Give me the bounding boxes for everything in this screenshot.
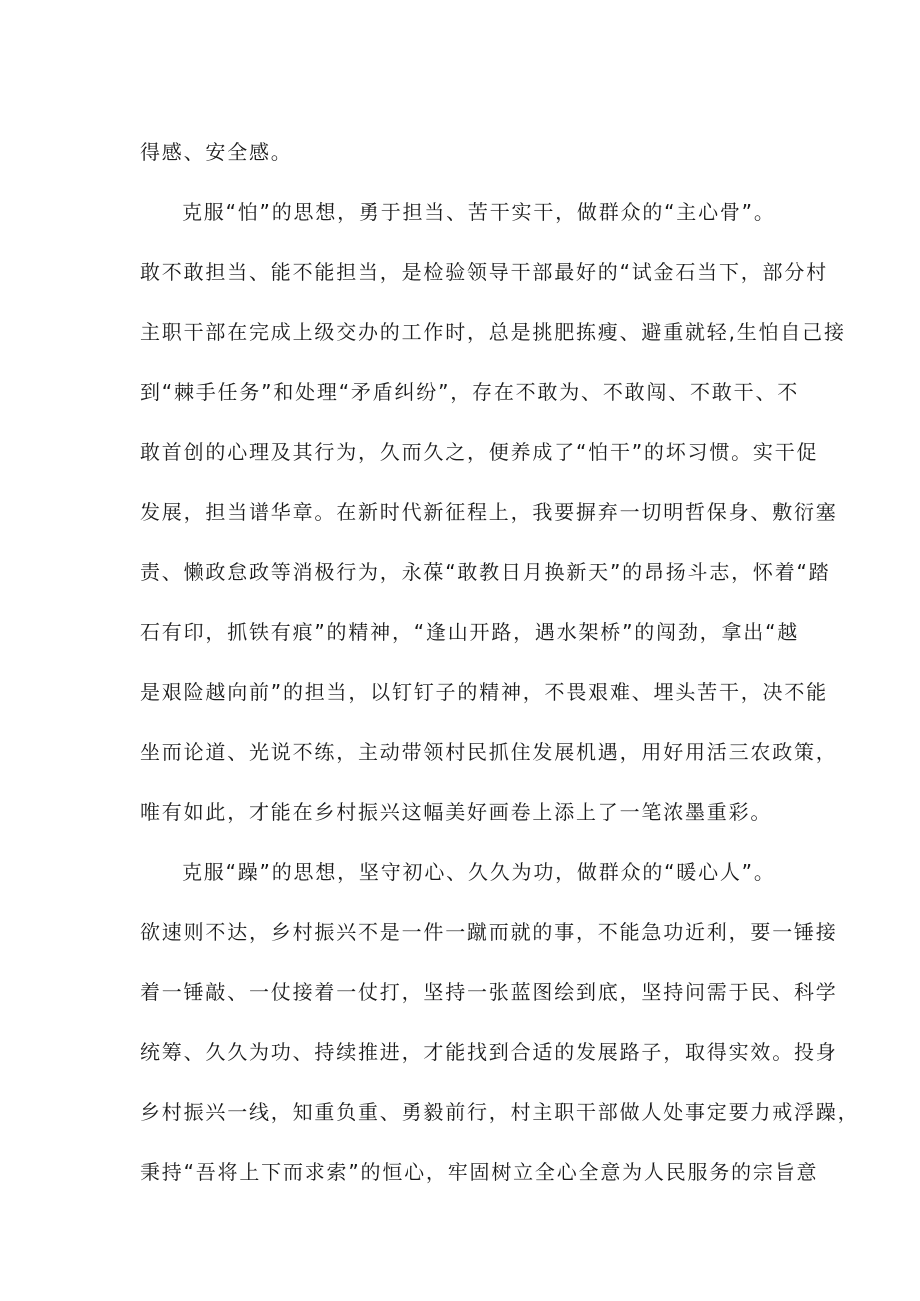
text-line: 唯有如此，才能在乡村振兴这幅美好画卷上添上了一笔浓墨重彩。 [140,800,773,824]
text-line: 主职干部在完成上级交办的工作时，总是挑肥拣瘦、避重就轻,生怕自己接 [140,320,846,344]
text-line: 统筹、久久为功、持续推进，才能找到合适的发展路子，取得实效。投身 [140,1040,838,1064]
text-line: 责、懒政怠政等消极行为，永葆“敢教日月换新天”的昂扬斗志，怀着“踏 [140,560,831,584]
text-line: 敢不敢担当、能不能担当，是检验领导干部最好的“试金石当下，部分村 [140,260,828,284]
text-line: 敢首创的心理及其行为，久而久之，便养成了“怕干”的坏习惯。实干促 [140,440,819,464]
text-line: 秉持“吾将上下而求索”的恒心，牢固树立全心全意为人民服务的宗旨意 [140,1160,819,1184]
text-line: 发展，担当谱华章。在新时代新征程上，我要摒弃一切明哲保身、敷衍塞 [140,500,838,524]
text-line: 得感、安全感。 [140,140,293,164]
paragraph-heading: 克服“怕”的思想，勇于担当、苦干实干，做群众的“主心骨”。 [182,200,776,224]
text-line: 坐而论道、光说不练，主动带领村民抓住发展机遇，用好用活三农政策， [140,740,838,764]
text-line: 欲速则不达，乡村振兴不是一件一蹴而就的事，不能急功近利，要一锤接 [140,920,838,944]
text-line: 到“棘手任务”和处理“矛盾纠纷”，存在不敢为、不敢闯、不敢干、不 [140,380,800,404]
text-line: 是艰险越向前”的担当，以钉钉子的精神，不畏艰难、埋头苦干，决不能 [140,680,828,704]
paragraph-heading: 克服“躁”的思想，坚守初心、久久为功，做群众的“暖心人”。 [182,860,776,884]
text-line: 石有印，抓铁有痕”的精神，“逢山开路，遇水架桥”的闯劲，拿出“越 [140,620,800,644]
text-line: 着一锤敲、一仗接着一仗打，坚持一张蓝图绘到底，坚持问需于民、科学 [140,980,838,1004]
text-line: 乡村振兴一线，知重负重、勇毅前行，村主职干部做人处事定要力戒浮躁， [140,1100,860,1124]
